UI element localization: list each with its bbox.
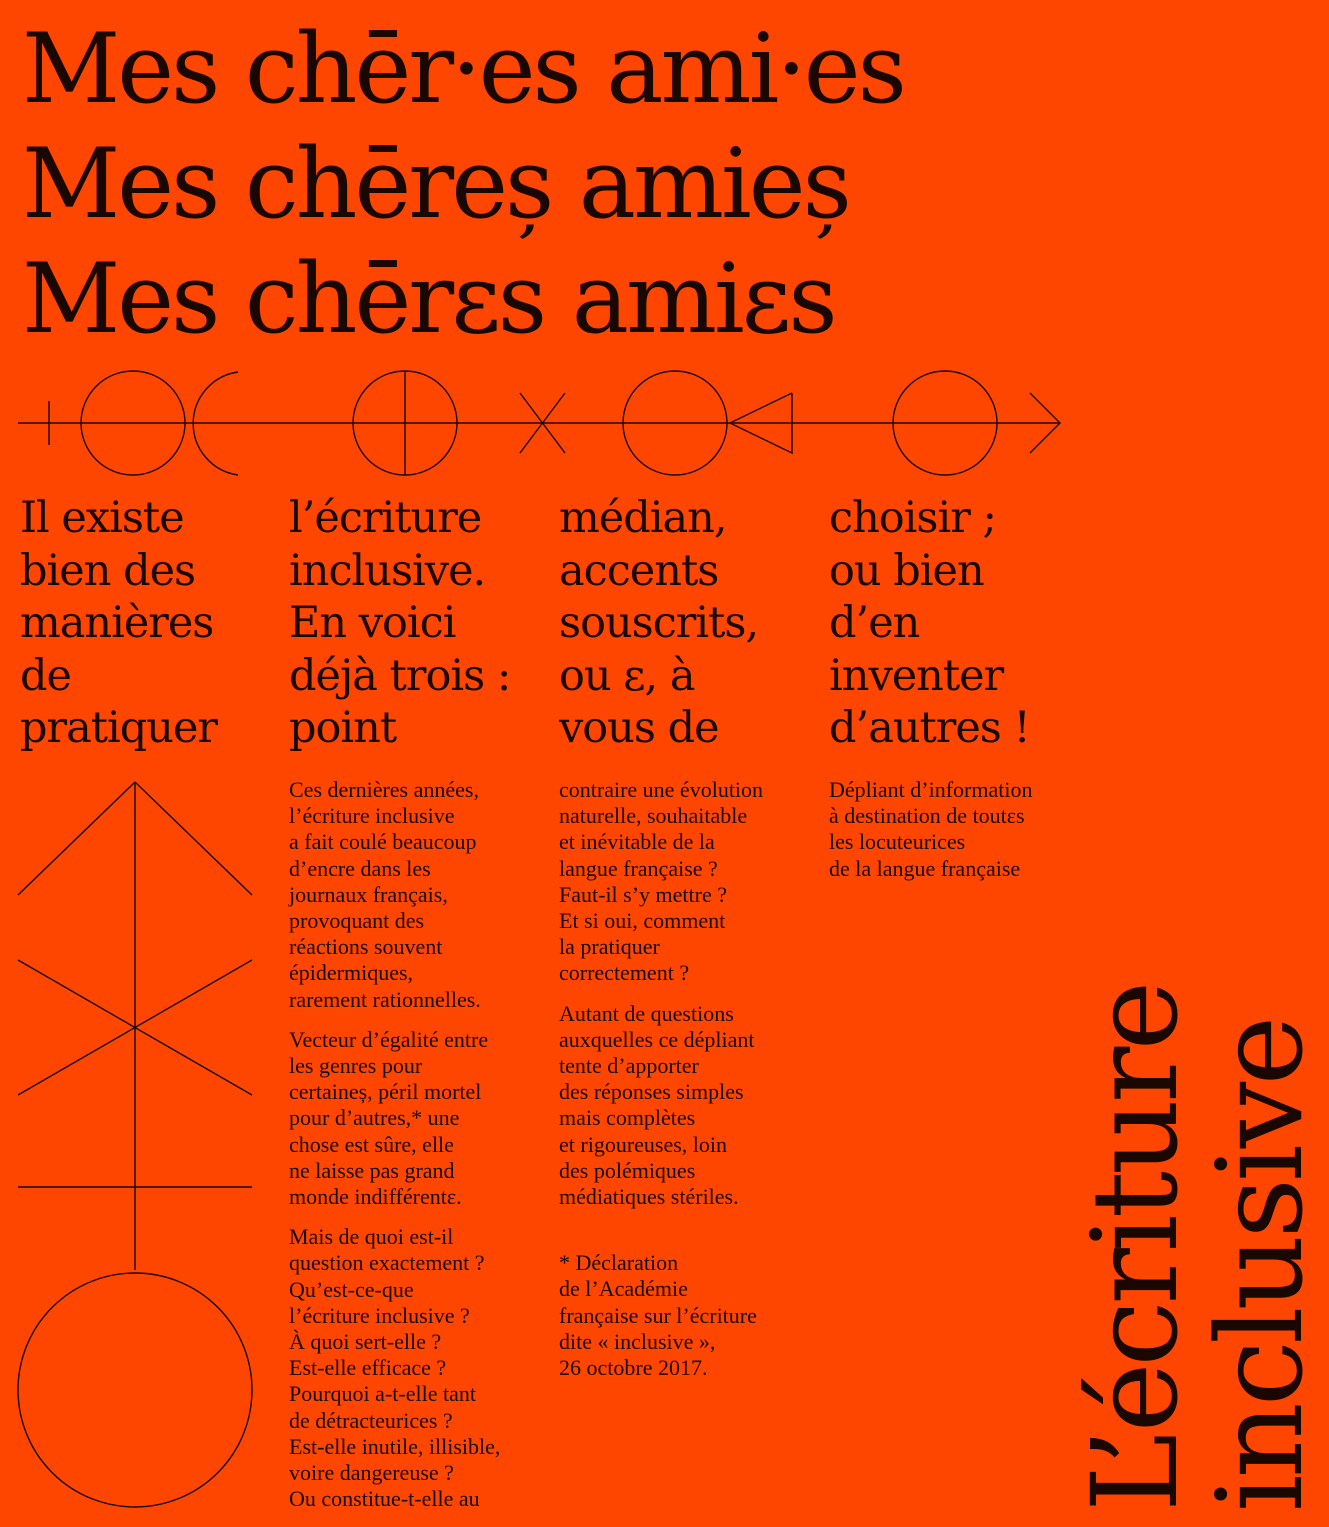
intro-column-2: l’écriture inclusive. En voici déjà trois : point bbox=[289, 493, 511, 753]
body-col2-paragraph-1: Ces dernières années, l’écriture inclusive a fait coulé beaucoup d’encre dans les journaux français, provoquant des réactions souvent épidermiques, rarement rationnelles. bbox=[289, 777, 481, 1012]
vertical-title-line-2: inclusive bbox=[1191, 1019, 1329, 1512]
body-col3-paragraph-2: Autant de questions auxquelles ce dépliant tente d’apporter des réponses simples mais complètes et rigoureuses, loin des polémiques médiatiques stériles. bbox=[559, 1000, 755, 1210]
intro-column-3: médian, accents souscrits, ou ε, à vous de bbox=[559, 493, 759, 753]
venus-glyph-icon bbox=[0, 770, 270, 1527]
headline-line-2: Mes chēreș amieș bbox=[22, 128, 849, 240]
vertical-title-line-1: L’écriture bbox=[1066, 984, 1204, 1512]
intro-column-4: choisir ; ou bien d’en inventer d’autres ! bbox=[829, 493, 1030, 753]
headline bbox=[22, 12, 1082, 357]
body-col4-paragraph-1: Dépliant d’information à destination de toutεs les locuteurices de la langue française bbox=[829, 777, 1033, 881]
body-column-3 bbox=[559, 777, 809, 1395]
gender-glyph-row-icon bbox=[0, 366, 1080, 481]
body-column-2 bbox=[289, 777, 539, 1526]
headline-line-3: Mes chērεs amiεs bbox=[22, 243, 835, 355]
body-col2-paragraph-3: Mais de quoi est-il question exactement ? Qu’est-ce-que l’écriture inclusive ? À quoi sert-elle ? Est-elle efficace ? Pourquoi a-t-elle tant de détracteurices ? Est-elle inutile, illisible, voire dangereuse ? Ou constitue-t-elle au bbox=[289, 1224, 501, 1512]
intro-column-1: Il existe bien des manières de pratiquer bbox=[20, 493, 217, 753]
footnote: * Déclaration de l’Académie française sur l’écriture dite « inclusive », 26 octobre 2017. bbox=[559, 1250, 757, 1381]
vertical-title bbox=[1066, 984, 1329, 1512]
body-column-4 bbox=[829, 777, 1079, 896]
body-col2-paragraph-2: Vecteur d’égalité entre les genres pour certaineș, péril mortel pour d’autres,* une chose est sûre, elle ne laisse pas grand monde indifférentε. bbox=[289, 1026, 489, 1210]
body-col3-paragraph-1: contraire une évolution naturelle, souhaitable et inévitable de la langue française ? Faut-il s’y mettre ? Et si oui, comment la pratiquer correctement ? bbox=[559, 777, 764, 986]
headline-line-1: Mes chēr·es ami·es bbox=[22, 13, 904, 125]
